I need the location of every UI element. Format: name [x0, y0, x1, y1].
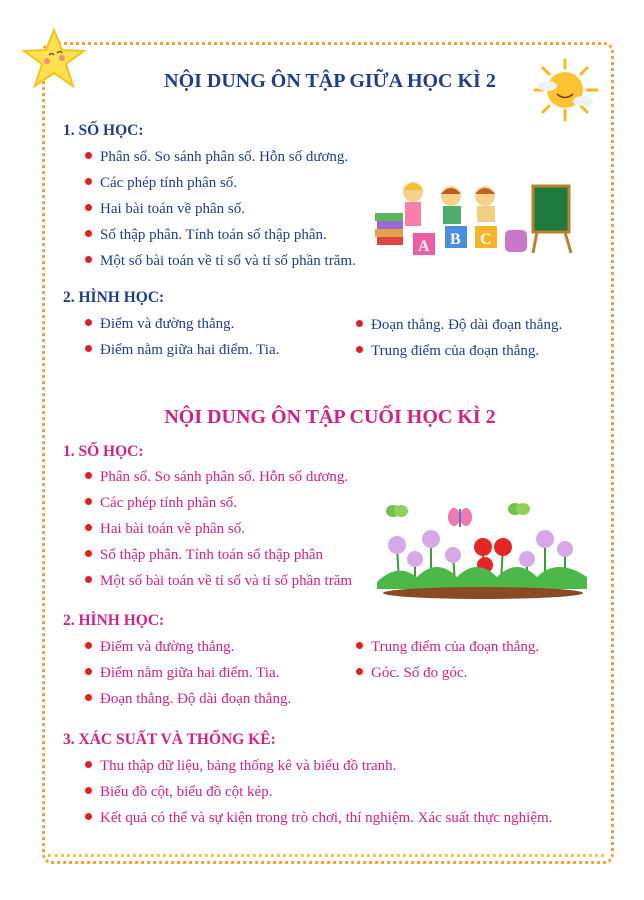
list-item: Trung điểm của đoạn thẳng. — [356, 343, 539, 360]
bullet-icon — [85, 204, 92, 211]
midterm-title: NỘI DUNG ÔN TẬP GIỮA HỌC KÌ 2 — [164, 70, 496, 92]
list-item: Điểm và đường thẳng. — [85, 316, 234, 333]
list-item: Một số bài toán về tỉ số và tỉ số phần trăm — [85, 573, 352, 590]
bullet-icon — [85, 524, 92, 531]
list-item: Một số bài toán về tỉ số và tỉ số phần trăm. — [85, 253, 356, 270]
bullet-icon — [85, 642, 92, 649]
bullet-icon — [85, 761, 92, 768]
list-item: Điểm nằm giữa hai điểm. Tia. — [85, 665, 279, 682]
list-item: Thu thập dữ liệu, bảng thống kê và biểu đồ tranh. — [85, 758, 396, 775]
bullet-icon — [85, 576, 92, 583]
butterfly-icon — [386, 505, 408, 517]
bullet-icon — [356, 346, 363, 353]
block-b: B — [450, 231, 461, 248]
bullet-icon — [85, 472, 92, 479]
list-item: Phân số. So sánh phân số. Hỗn số dương. — [85, 149, 348, 166]
final-statistics-heading: 3. XÁC SUẤT VÀ THỐNG KÊ: — [63, 731, 276, 748]
list-item: Điểm nằm giữa hai điểm. Tia. — [85, 342, 279, 359]
list-item: Góc. Số đo góc. — [356, 665, 467, 682]
bullet-icon — [85, 694, 92, 701]
list-item: Phân số. So sánh phân số. Hỗn số dương. — [85, 469, 348, 486]
list-item: Đoạn thẳng. Độ dài đoạn thẳng. — [356, 317, 562, 334]
list-item: Hai bài toán về phân số. — [85, 521, 245, 538]
midterm-geometry-heading: 2. HÌNH HỌC: — [63, 289, 165, 306]
block-a: A — [418, 238, 430, 255]
bullet-icon — [85, 345, 92, 352]
bullet-icon — [85, 550, 92, 557]
flowers-butterflies-illustration — [375, 497, 595, 602]
midterm-arithmetic-heading: 1. SỐ HỌC: — [63, 122, 144, 139]
list-item: Trung điểm của đoạn thẳng. — [356, 639, 539, 656]
bullet-icon — [85, 813, 92, 820]
bullet-icon — [85, 230, 92, 237]
bullet-icon — [85, 498, 92, 505]
list-item: Số thập phân. Tính toán số thập phân. — [85, 227, 327, 244]
final-geometry-heading: 2. HÌNH HỌC: — [63, 612, 165, 629]
bullet-icon — [356, 320, 363, 327]
list-item: Đoạn thẳng. Độ dài đoạn thẳng. — [85, 691, 291, 708]
bullet-icon — [85, 152, 92, 159]
bullet-icon — [85, 256, 92, 263]
children-abc-blocks-illustration — [375, 178, 580, 263]
list-item: Số thập phân. Tính toán số thập phân — [85, 547, 323, 564]
final-title: NỘI DUNG ÔN TẬP CUỐI HỌC KÌ 2 — [164, 406, 496, 428]
bullet-icon — [85, 178, 92, 185]
list-item: Điểm và đường thẳng. — [85, 639, 234, 656]
bullet-icon — [85, 668, 92, 675]
list-item: Biểu đồ cột, biểu đồ cột kép. — [85, 784, 272, 801]
block-c: C — [480, 231, 492, 248]
final-arithmetic-heading: 1. SỐ HỌC: — [63, 443, 144, 460]
dotted-border-inner — [48, 854, 604, 857]
bullet-icon — [356, 668, 363, 675]
list-item: Kết quả có thể và sự kiện trong trò chơi, thí nghiệm. Xác suất thực nghiệm. — [85, 810, 552, 827]
bullet-icon — [85, 787, 92, 794]
bullet-icon — [356, 642, 363, 649]
list-item: Các phép tính phân số. — [85, 495, 237, 512]
bullet-icon — [85, 319, 92, 326]
list-item: Các phép tính phân số. — [85, 175, 237, 192]
list-item: Hai bài toán về phân số. — [85, 201, 245, 218]
